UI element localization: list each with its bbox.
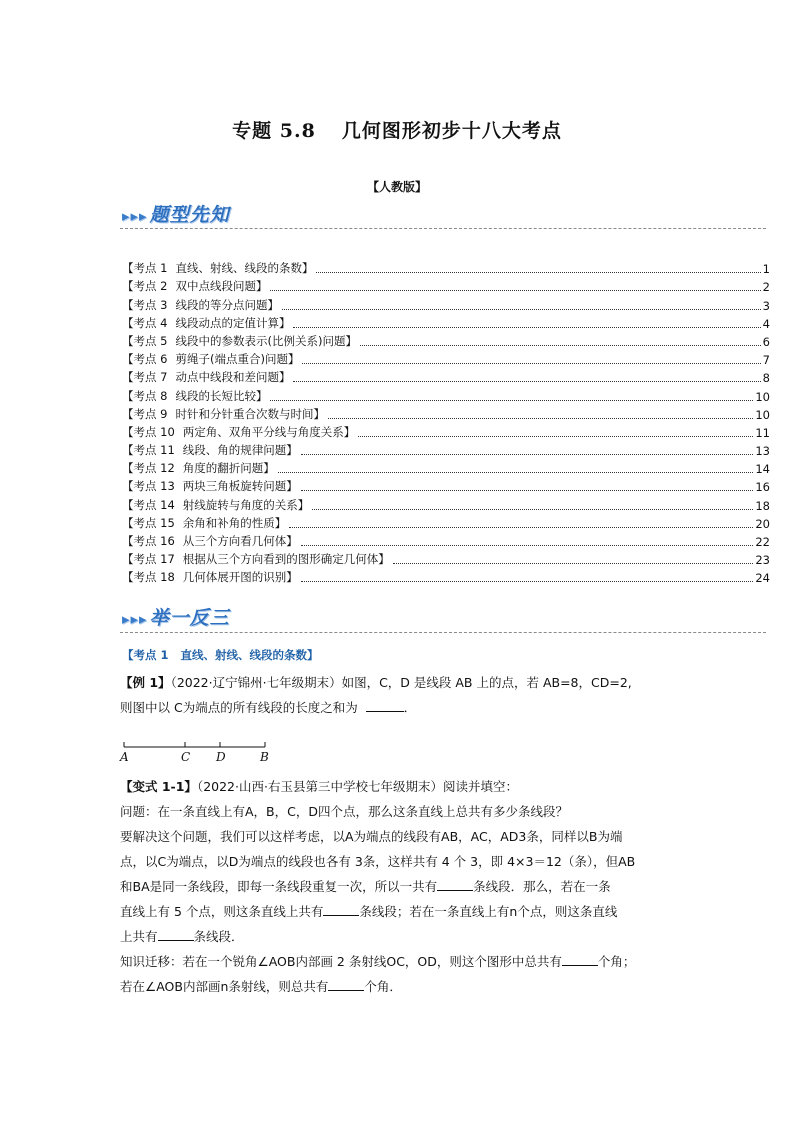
- variant-text: 上共有: [120, 929, 158, 944]
- variant-text: 若在∠AOB内部画n条射线，则总共有: [120, 979, 329, 994]
- toc-leader: [301, 544, 754, 546]
- label-a: A: [120, 750, 129, 764]
- toc-item-text: 直线、射线、线段的条数】: [175, 261, 314, 276]
- answer-blank[interactable]: [328, 976, 364, 991]
- toc-item-text: 角度的翻折问题】: [182, 461, 275, 476]
- variant-line-6: [120, 924, 770, 949]
- toc-item[interactable]: [122, 531, 770, 549]
- toc-item-code: 【考点 16: [122, 534, 175, 548]
- toc-item-label: [122, 351, 299, 367]
- toc-item-text: 两块三角板旋转问题】: [182, 479, 298, 494]
- example-source: （2022·辽宁锦州·七年级期末）: [170, 675, 342, 690]
- toc-item[interactable]: [122, 494, 770, 512]
- variant-line-4: [120, 874, 770, 899]
- answer-blank[interactable]: [323, 901, 359, 916]
- toc-item-text: 动点中线段和差问题】: [175, 370, 291, 385]
- toc-item-label: [122, 278, 267, 294]
- toc-leader: [393, 562, 754, 564]
- toc-page-number: 6: [762, 334, 770, 349]
- banner-overview: [122, 200, 230, 227]
- variant-1-1: [120, 774, 770, 999]
- example-tag: 【例 1】: [120, 675, 171, 690]
- toc-item-code: 【考点 12: [122, 461, 175, 476]
- edition-label: 【人教版】: [366, 180, 427, 194]
- toc-item[interactable]: [122, 331, 770, 349]
- toc-item-code: 【考点 14: [122, 497, 175, 512]
- toc-item-code: 【考点 11: [122, 443, 175, 458]
- banner-overview-text: 题型先知: [149, 204, 230, 226]
- variant-line-7: [120, 949, 770, 974]
- toc-item[interactable]: [122, 294, 770, 312]
- variant-text: 条线段；若在一条直线上有n个点，则这条直线: [359, 904, 618, 919]
- toc-leader: [316, 271, 760, 273]
- toc-page-number: 10: [755, 389, 770, 404]
- banner-practice: [122, 603, 230, 630]
- toc-item-label: [122, 333, 357, 349]
- toc-item-code: 【考点 9: [122, 406, 168, 421]
- toc-item[interactable]: [122, 440, 770, 458]
- toc-item-code: 【考点 7: [122, 370, 168, 385]
- section-code: 【考点 1: [122, 648, 169, 662]
- toc-page-number: 7: [762, 353, 770, 368]
- variant-text: 知识迁移：若在一个锐角∠AOB内部画 2 条射线OC，OD，则这个图形中总共有: [120, 954, 562, 969]
- answer-blank[interactable]: [158, 926, 194, 941]
- toc-item-code: 【考点 1: [122, 261, 168, 276]
- toc-item[interactable]: [122, 458, 770, 476]
- banner-arrows-icon: ▸▸▸: [122, 207, 148, 225]
- toc-item-code: 【考点 17: [122, 552, 175, 567]
- toc-item-label: [122, 442, 298, 458]
- variant-line-1: 问题：在一条直线上有A，B，C，D四个点，那么这条直线上总共有多少条线段？: [120, 804, 568, 819]
- toc-item-code: 【考点 6: [122, 352, 168, 367]
- variant-text: 个角．: [364, 979, 402, 994]
- variant-line-2: 要解决这个问题，我们可以这样考虑，以A为端点的线段有AB，AC，AD3条，同样以B为端: [120, 829, 623, 844]
- toc-item-code: 【考点 4: [122, 315, 168, 330]
- variant-line-0: [120, 774, 770, 799]
- toc-item-label: [122, 460, 275, 476]
- toc-item-code: 【考点 3: [122, 297, 168, 312]
- answer-blank[interactable]: [366, 697, 404, 712]
- toc-item-text: 从三个方向看几何体】: [182, 534, 298, 548]
- toc-page-number: 16: [755, 480, 770, 495]
- toc-item[interactable]: [122, 367, 770, 385]
- toc-leader: [282, 308, 761, 310]
- toc-item[interactable]: [122, 349, 770, 367]
- toc-leader: [358, 435, 753, 437]
- variant-text: 条线段．那么，若在一条: [473, 879, 611, 894]
- example-text-2: 则图中以 C为端点的所有线段的长度之和为: [120, 700, 358, 715]
- segment-figure: [118, 738, 278, 770]
- toc-leader: [289, 526, 753, 528]
- toc-page-number: 13: [755, 444, 770, 459]
- example-1-line-1: [120, 670, 770, 695]
- variant-tag: 【变式 1-1】: [120, 779, 197, 794]
- toc-item-label: [122, 406, 325, 422]
- divider: [120, 632, 766, 633]
- toc-item-label: [122, 260, 313, 276]
- toc-item-label: [122, 315, 290, 331]
- toc-item-code: 【考点 5: [122, 333, 168, 348]
- toc-leader: [360, 344, 761, 346]
- toc-leader: [270, 399, 753, 401]
- topic-number: 专题 5.8: [232, 120, 316, 142]
- toc-page-number: 3: [762, 298, 770, 313]
- banner-arrows-icon: ▸▸▸: [122, 610, 148, 628]
- toc-leader: [328, 417, 753, 419]
- toc-item-code: 【考点 13: [122, 479, 175, 494]
- toc-item-label: [122, 369, 290, 385]
- topic-name: 几何图形初步十八大考点: [341, 120, 562, 142]
- toc-item-text: 线段动点的定值计算】: [175, 315, 291, 330]
- toc-page-number: 11: [755, 425, 770, 440]
- answer-blank[interactable]: [437, 876, 473, 891]
- section-text: 直线、射线、线段的条数】: [180, 648, 319, 662]
- toc-item-text: 线段、角的规律问题】: [182, 443, 298, 458]
- variant-source: （2022·山西·右玉县第三中学校七年级期末）: [196, 779, 443, 794]
- variant-text: 和BA是同一条线段，即每一条线段重复一次，所以一共有: [120, 879, 438, 894]
- page-title: [0, 116, 794, 143]
- banner-practice-text: 举一反三: [149, 607, 230, 629]
- toc-item[interactable]: [122, 476, 770, 494]
- toc-item-text: 射线旋转与角度的关系】: [182, 497, 310, 512]
- toc-leader: [312, 508, 753, 510]
- toc-item-label: [122, 569, 298, 585]
- variant-intro: 阅读并填空：: [442, 779, 518, 794]
- period: ．: [403, 700, 417, 715]
- toc-leader: [293, 326, 760, 328]
- toc-page-number: 24: [755, 571, 770, 586]
- toc-page-number: 10: [755, 407, 770, 422]
- toc-page-number: 23: [755, 553, 770, 568]
- toc-item-text: 余角和补角的性质】: [182, 515, 287, 530]
- toc-item-text: 剪绳子(端点重合)问题】: [175, 352, 300, 367]
- toc-item[interactable]: [122, 313, 770, 331]
- table-of-contents: [122, 258, 770, 585]
- toc-page-number: 4: [762, 316, 770, 331]
- toc-page-number: 1: [762, 262, 770, 277]
- toc-page-number: 8: [762, 371, 770, 386]
- toc-page-number: 14: [755, 462, 770, 477]
- toc-leader: [270, 289, 760, 291]
- label-b: B: [260, 750, 269, 764]
- label-d: D: [216, 750, 226, 764]
- example-1: [120, 670, 770, 720]
- toc-item-label: [122, 297, 279, 313]
- toc-item[interactable]: [122, 258, 770, 276]
- toc-item[interactable]: [122, 404, 770, 422]
- example-text-1: 如图，C，D 是线段 AB 上的点，若 AB=8，CD=2,: [341, 675, 632, 690]
- toc-item-code: 【考点 2: [122, 279, 168, 294]
- variant-text: 个角；: [597, 954, 636, 969]
- toc-item-label: [122, 515, 286, 531]
- toc-item-text: 线段中的参数表示(比例关系)问题】: [175, 333, 357, 348]
- toc-item-code: 【考点 18: [122, 570, 175, 585]
- toc-page-number: 20: [755, 516, 770, 531]
- toc-page-number: 2: [762, 280, 770, 295]
- section-heading: [122, 647, 319, 663]
- toc-item-label: [122, 497, 309, 513]
- toc-item-text: 两定角、双角平分线与角度关系】: [182, 424, 356, 439]
- toc-item-text: 时针和分针重合次数与时间】: [175, 406, 325, 421]
- toc-item-label: [122, 388, 267, 404]
- toc-item-label: [122, 424, 355, 440]
- toc-item-label: [122, 478, 298, 494]
- toc-item-code: 【考点 10: [122, 424, 175, 439]
- toc-item-code: 【考点 15: [122, 515, 175, 530]
- toc-page-number: 22: [755, 535, 770, 549]
- toc-item-text: 几何体展开图的识别】: [182, 570, 298, 585]
- toc-item-text: 线段的长短比较】: [175, 388, 268, 403]
- toc-item[interactable]: [122, 385, 770, 403]
- toc-item-text: 根据从三个方向看到的图形确定几何体】: [182, 552, 390, 567]
- example-1-line-2: [120, 695, 770, 720]
- toc-item-text: 双中点线段问题】: [175, 279, 268, 294]
- answer-blank[interactable]: [562, 951, 598, 966]
- toc-item-text: 线段的等分点问题】: [175, 297, 279, 312]
- variant-line-8: [120, 974, 770, 999]
- label-c: C: [181, 750, 191, 764]
- divider: [120, 228, 766, 229]
- toc-item[interactable]: [122, 549, 770, 567]
- toc-leader: [302, 362, 760, 364]
- toc-item-label: [122, 551, 390, 567]
- toc-leader: [301, 580, 754, 582]
- toc-item[interactable]: [122, 276, 770, 294]
- variant-line-3: 点，以C为端点，以D为端点的线段也各有 3条，这样共有 4 个 3，即 4×3＝12（条），但AB: [120, 854, 636, 869]
- toc-item-label: [122, 533, 298, 549]
- toc-page-number: 18: [755, 498, 770, 513]
- toc-item[interactable]: [122, 422, 770, 440]
- toc-item[interactable]: [122, 513, 770, 531]
- toc-leader: [293, 380, 760, 382]
- variant-line-5: [120, 899, 770, 924]
- toc-item[interactable]: [122, 567, 770, 585]
- variant-text: 直线上有 5 个点，则这条直线上共有: [120, 904, 324, 919]
- toc-leader: [301, 489, 754, 491]
- toc-item-code: 【考点 8: [122, 388, 168, 403]
- toc-leader: [278, 471, 754, 473]
- variant-text: 条线段．: [193, 929, 244, 944]
- toc-leader: [301, 453, 754, 455]
